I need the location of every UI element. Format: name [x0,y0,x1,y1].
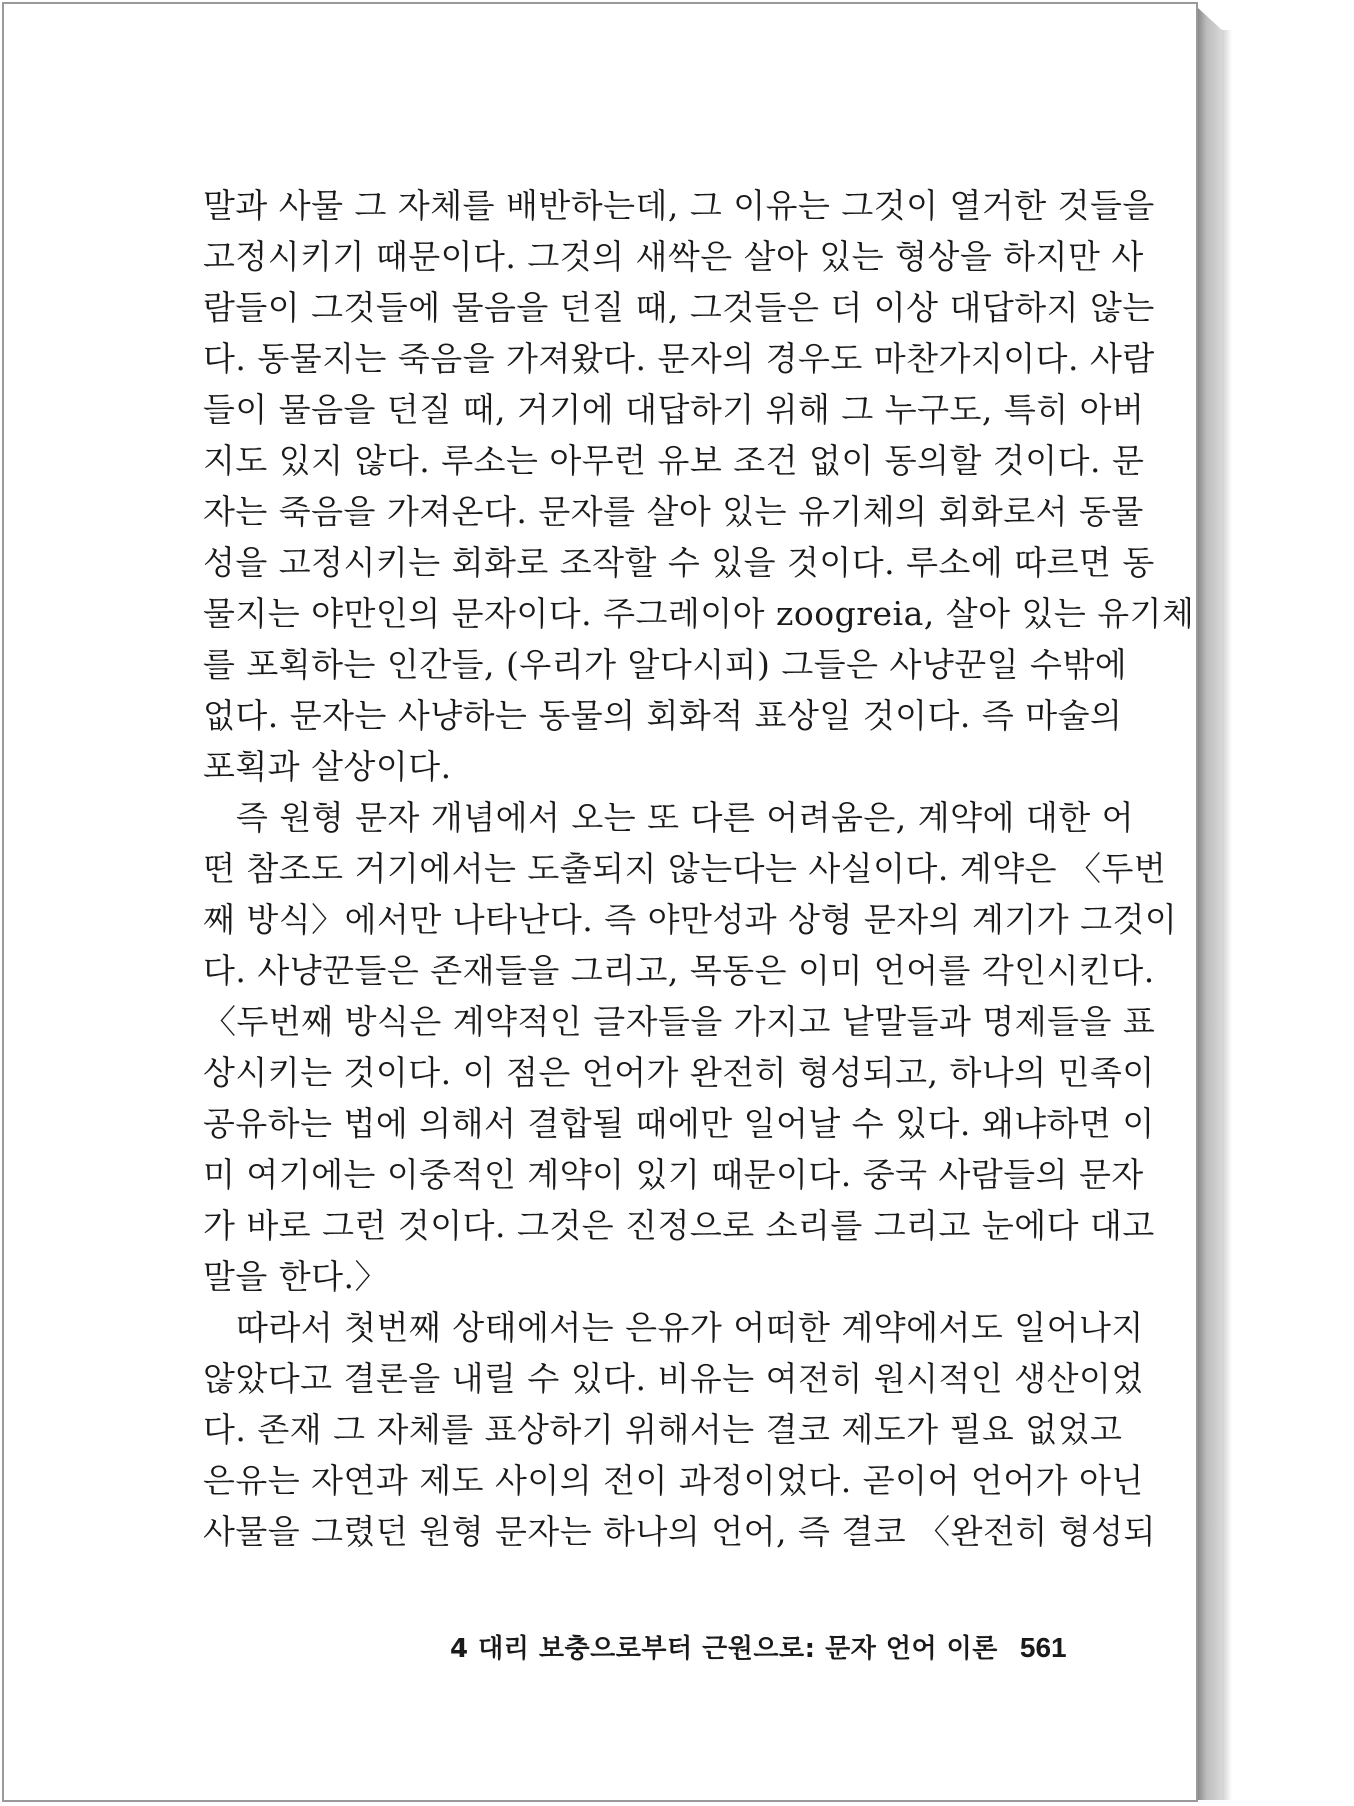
text-line: 말을 한다.〉 [203,1257,388,1296]
text-line: 않았다고 결론을 내릴 수 있다. 비유는 여전히 원시적인 생산이었 [203,1359,1144,1398]
text-line: 말과 사물 그 자체를 배반하는데, 그 이유는 그것이 열거한 것들을 [203,186,1155,225]
text-line: 상시키는 것이다. 이 점은 언어가 완전히 형성되고, 하나의 민족이 [203,1053,1155,1092]
text-line: 따라서 첫번째 상태에서는 은유가 어떠한 계약에서도 일어나지 [236,1308,1144,1347]
text-line: 람들이 그것들에 물음을 던질 때, 그것들은 더 이상 대답하지 않는 [203,288,1155,327]
text-line: 〈두번째 방식은 계약적인 글자들을 가지고 낱말들과 명제들을 표 [203,1002,1156,1041]
page-footer [450,1628,1067,1665]
text-line: 다. 존재 그 자체를 표상하기 위해서는 결코 제도가 필요 없었고 [203,1410,1123,1449]
text-line: 를 포획하는 인간들, (우리가 알다시피) 그들은 사냥꾼일 수밖에 [203,645,1128,684]
text-line: 사물을 그렸던 원형 문자는 하나의 언어, 즉 결코 〈완전히 형성되 [203,1512,1156,1551]
text-line: 공유하는 법에 의해서 결합될 때에만 일어날 수 있다. 왜냐하면 이 [203,1104,1155,1143]
text-line: 물지는 야만인의 문자이다. 주그레이아 zoogreia, 살아 있는 유기체 [203,594,1195,633]
text-line: 즉 원형 문자 개념에서 오는 또 다른 어려움은, 계약에 대한 어 [236,798,1134,837]
page-number: 561 [1019,1632,1067,1663]
text-line: 없다. 문자는 사냥하는 동물의 회화적 표상일 것이다. 즉 마술의 [203,696,1123,735]
text-line: 포획과 살상이다. [203,747,452,786]
text-line: 미 여기에는 이중적인 계약이 있기 때문이다. 중국 사람들의 문자 [203,1155,1144,1194]
text-line: 은유는 자연과 제도 사이의 전이 과정이었다. 곧이어 언어가 아닌 [203,1461,1144,1500]
body-text [203,180,1195,1557]
text-line: 들이 물음을 던질 때, 거기에 대답하기 위해 그 누구도, 특히 아버 [203,390,1145,429]
text-line: 지도 있지 않다. 루소는 아무런 유보 조건 없이 동의할 것이다. 문 [203,441,1145,480]
text-line: 가 바로 그런 것이다. 그것은 진정으로 소리를 그리고 눈에다 대고 [203,1206,1155,1245]
text-line: 떤 참조도 거기에서는 도출되지 않는다는 사실이다. 계약은 〈두번 [203,849,1167,888]
text-line: 째 방식〉에서만 나타난다. 즉 야만성과 상형 문자의 계기가 그것이 [203,900,1178,939]
running-head: 4 대리 보충으로부터 근원으로: 문자 언어 이론 [450,1634,998,1664]
book-edge [1198,8,1222,1800]
text-line: 자는 죽음을 가져온다. 문자를 살아 있는 유기체의 회화로서 동물 [203,492,1144,531]
text-line: 고정시키기 때문이다. 그것의 새싹은 살아 있는 형상을 하지만 사 [203,237,1144,276]
text-line: 다. 동물지는 죽음을 가져왔다. 문자의 경우도 마찬가지이다. 사람 [203,339,1155,378]
text-line: 다. 사냥꾼들은 존재들을 그리고, 목동은 이미 언어를 각인시킨다. [203,951,1155,990]
page-shadow [1222,30,1232,1800]
text-line: 성을 고정시키는 회화로 조작할 수 있을 것이다. 루소에 따르면 동 [203,543,1155,582]
